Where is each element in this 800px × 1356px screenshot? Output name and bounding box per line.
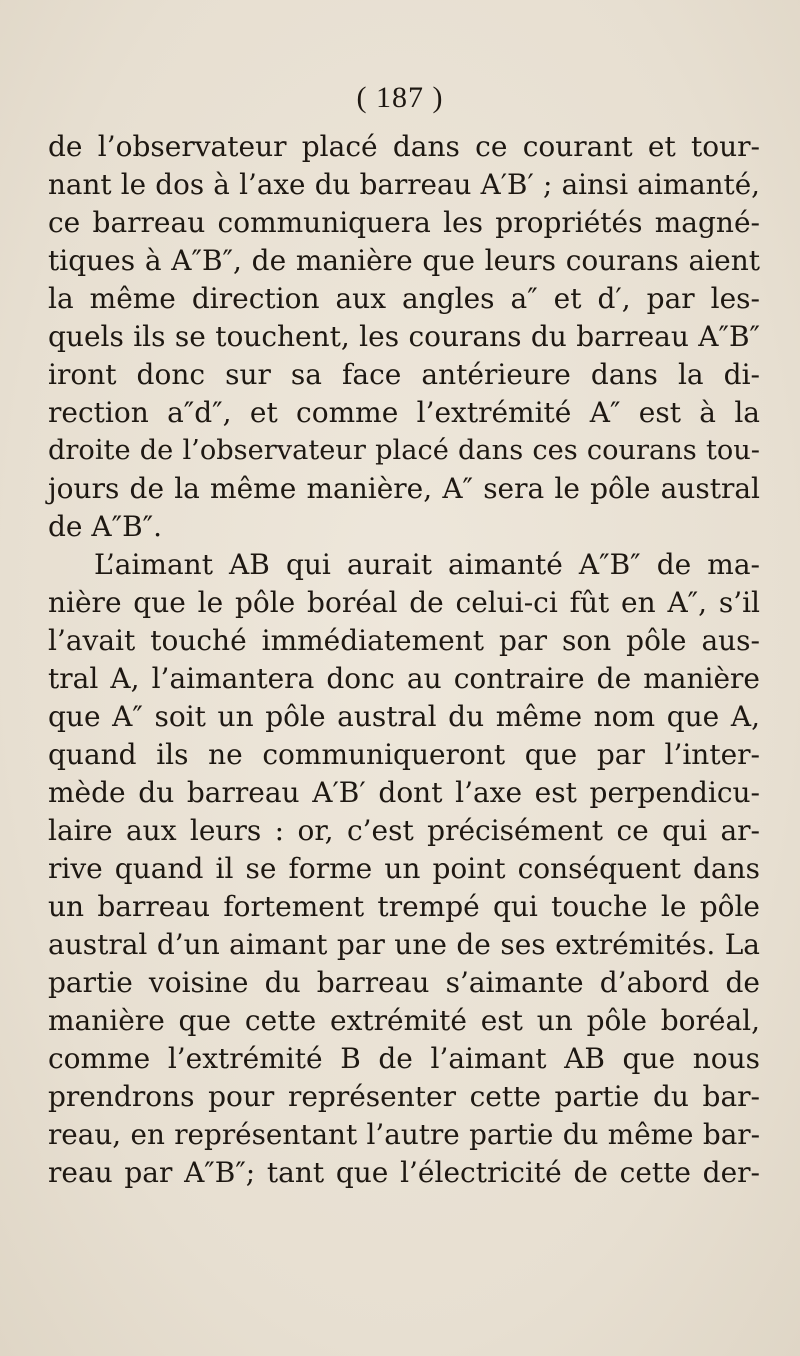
text-line: de A″B″. bbox=[48, 510, 163, 543]
text-line: de l’observateur placé dans ce courant et tour- bbox=[48, 130, 760, 163]
text-line: nière que le pôle boréal de celui-ci fût en A″, s’il bbox=[48, 586, 760, 619]
text-line: quels ils se touchent, les courans du barreau A″B″ bbox=[48, 320, 760, 353]
text-line: partie voisine du barreau s’aimante d’abord de bbox=[48, 966, 760, 999]
text-line: l’avait touché immédiatement par son pôle aus- bbox=[48, 624, 760, 657]
text-line: L’aimant AB qui aurait aimanté A″B″ de ma- bbox=[94, 548, 760, 581]
text-line: laire aux leurs : or, c’est précisément ce qui ar- bbox=[48, 814, 760, 847]
text-line: rive quand il se forme un point conséquent dans bbox=[48, 852, 760, 885]
text-line: reau, en représentant l’autre partie du même bar- bbox=[48, 1118, 760, 1151]
text-line: jours de la même manière, A″ sera le pôle austral bbox=[48, 472, 760, 505]
text-line: droite de l’observateur placé dans ces courans tou- bbox=[48, 435, 760, 466]
text-line: quand ils ne communiqueront que par l’inter- bbox=[48, 738, 760, 771]
text-line: la même direction aux angles a″ et d′, par les- bbox=[48, 282, 760, 315]
text-line: que A″ soit un pôle austral du même nom que A, bbox=[48, 700, 760, 733]
text-line: tral A, l’aimantera donc au contraire de manière bbox=[48, 662, 760, 695]
text-line: reau par A″B″; tant que l’électricité de cette der- bbox=[48, 1156, 760, 1189]
text-line: austral d’un aimant par une de ses extrémités. La bbox=[48, 928, 760, 961]
text-line: ce barreau communiquera les propriétés magné- bbox=[48, 206, 760, 239]
text-line: comme l’extrémité B de l’aimant AB que nous bbox=[48, 1042, 760, 1075]
text-line: iront donc sur sa face antérieure dans la di- bbox=[48, 358, 760, 391]
text-line: un barreau fortement trempé qui touche le pôle bbox=[48, 890, 760, 923]
text-line: tiques à A″B″, de manière que leurs courans aient bbox=[48, 244, 760, 277]
body-text bbox=[48, 128, 760, 1192]
text-line: rection a″d″, et comme l’extrémité A″ est à la bbox=[48, 396, 760, 429]
text-line: mède du barreau A′B′ dont l’axe est perpendicu- bbox=[48, 776, 760, 809]
page-number-header: ( 187 ) bbox=[356, 81, 444, 114]
text-line: manière que cette extrémité est un pôle boréal, bbox=[48, 1004, 760, 1037]
text-line: prendrons pour représenter cette partie du bar- bbox=[48, 1080, 760, 1113]
text-line: nant le dos à l’axe du barreau A′B′ ; ainsi aimanté, bbox=[48, 168, 760, 201]
